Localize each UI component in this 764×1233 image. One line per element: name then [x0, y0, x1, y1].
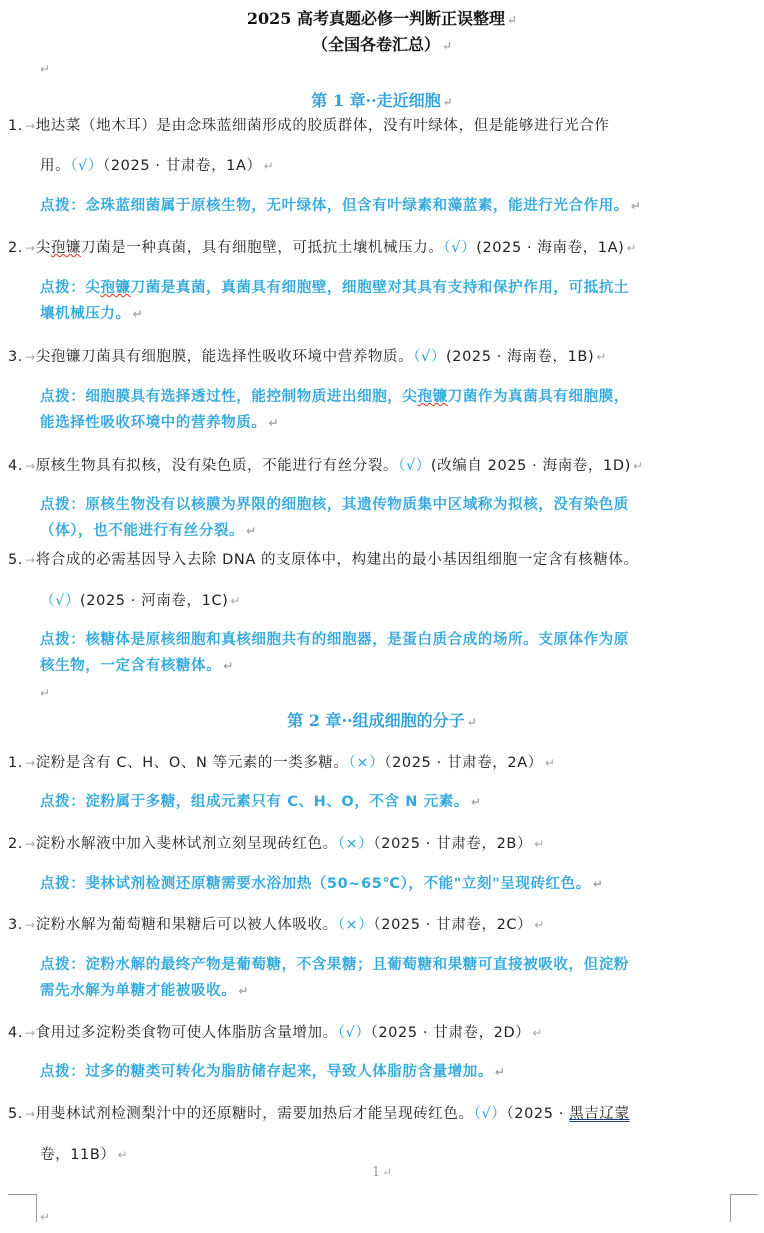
document-subtitle: （全国各卷汇总） ↵: [311, 35, 453, 54]
tip-c1-1: 点拨：念珠蓝细菌属于原核生物，无叶绿体，但含有叶绿素和藻蓝素，能进行光合作用。 ↵: [40, 198, 642, 214]
chapter-2-heading: 第 2 章··组成细胞的分子 ↵: [287, 711, 477, 730]
tip-c2-3-cont: 需先水解为单糖才能被吸收。 ↵: [40, 983, 249, 999]
paragraph-mark: ↵: [40, 1210, 51, 1224]
tip-c1-4-cont: （体），也不能进行有丝分裂。 ↵: [40, 523, 257, 539]
tip-c1-3-cont: 能选择性吸收环境中的营养物质。 ↵: [40, 415, 280, 431]
question-c2-1: 1. →淀粉是含有 C、H、O、N 等元素的一类多糖。（×）（2025 · 甘肃卷，2A） ↵: [8, 755, 556, 771]
answer-mark: （√）: [443, 240, 477, 256]
tip-c2-3: 点拨：淀粉水解的最终产物是葡萄糖，不含果糖；且葡萄糖和果糖可直接被吸收，但淀粉: [40, 957, 629, 973]
question-c1-2: 2. →尖孢镰刀菌是一种真菌，具有细胞壁，可抵抗土壤机械压力。（√）(2025 · 海南卷，1A) ↵: [8, 240, 638, 256]
answer-mark: （√）: [337, 1025, 371, 1041]
answer-mark: （×）: [337, 917, 374, 933]
answer-mark: （√）: [70, 158, 103, 174]
question-c1-3: 3. →尖孢镰刀菌具有细胞膜，能选择性吸收环境中营养物质。（√）(2025 · 海南卷，1B) ↵: [8, 349, 607, 365]
answer-mark: （√）: [473, 1106, 507, 1122]
question-c1-1-cont: 用。（√）（2025 · 甘肃卷，1A） ↵: [40, 158, 275, 174]
tip-c1-2-cont: 壤机械压力。 ↵: [40, 306, 144, 322]
question-c2-3: 3. →淀粉水解为葡萄糖和果糖后可以被人体吸收。（×）（2025 · 甘肃卷，2C） ↵: [8, 917, 545, 933]
page-corner-mark-right: [730, 1194, 758, 1195]
question-c1-5-cont: （√）(2025 · 河南卷，1C) ↵: [40, 593, 242, 609]
page-corner-mark-left-vertical: [36, 1194, 37, 1222]
question-c2-5: 5. →用斐林试剂检测梨汁中的还原糖时，需要加热后才能呈现砖红色。（√）（2025 · 黑吉辽蒙: [8, 1106, 630, 1122]
answer-mark: （×）: [337, 836, 374, 852]
paragraph-mark: ↵: [40, 62, 51, 76]
tip-c1-5: 点拨：核糖体是原核细胞和真核细胞共有的细胞器，是蛋白质合成的场所。支原体作为原: [40, 632, 629, 648]
question-c1-1: 1. →地达菜（地木耳）是由念珠蓝细菌形成的胶质群体，没有叶绿体，但是能够进行光合作: [8, 118, 610, 134]
tip-c2-2: 点拨：斐林试剂检测还原糖需要水浴加热（50~65℃），不能"立刻"呈现砖红色。 ↵: [40, 876, 604, 892]
tip-c1-5-cont: 核生物，一定含有核糖体。 ↵: [40, 658, 234, 674]
page-corner-mark-right-vertical: [730, 1194, 731, 1222]
tip-c1-4: 点拨：原核生物没有以核膜为界限的细胞核，其遗传物质集中区域称为拟核，没有染色质: [40, 497, 629, 513]
tip-c2-4: 点拨：过多的糖类可转化为脂肪储存起来，导致人体脂肪含量增加。 ↵: [40, 1064, 506, 1080]
tip-c1-3: 点拨：细胞膜具有选择透过性，能控制物质进出细胞，尖孢镰刀菌作为真菌具有细胞膜，: [40, 389, 629, 405]
question-c1-5: 5. →将合成的必需基因导入去除 DNA 的支原体中，构建出的最小基因组细胞一定含有核糖体。: [8, 552, 639, 568]
page-number: 1 ↵: [371, 1165, 393, 1180]
question-c1-4: 4. →原核生物具有拟核，没有染色质，不能进行有丝分裂。（√）(改编自 2025 · 海南卷，1D) ↵: [8, 458, 644, 474]
document-title: 2025 高考真题必修一判断正误整理 ↵: [246, 9, 518, 28]
source-province-link: 黑吉辽蒙: [569, 1106, 630, 1122]
answer-mark: （√）: [40, 593, 81, 609]
answer-mark: （×）: [348, 755, 385, 771]
chapter-1-heading: 第 1 章··走近细胞 ↵: [311, 91, 453, 110]
question-c2-2: 2. →淀粉水解液中加入斐林试剂立刻呈现砖红色。（×）（2025 · 甘肃卷，2B） ↵: [8, 836, 545, 852]
question-c2-4: 4. →食用过多淀粉类食物可使人体脂肪含量增加。（√）（2025 · 甘肃卷，2D） ↵: [8, 1025, 544, 1041]
question-c2-5-cont: 卷，11B） ↵: [40, 1147, 129, 1163]
tip-c2-1: 点拨：淀粉属于多糖，组成元素只有 C、H、O，不含 N 元素。 ↵: [40, 794, 482, 810]
answer-mark: （√）: [398, 458, 431, 474]
tip-c1-2: 点拨：尖孢镰刀菌是真菌，真菌具有细胞壁，细胞壁对其具有支持和保护作用，可抵抗土: [40, 280, 629, 296]
paragraph-mark: ↵: [40, 686, 51, 700]
page-corner-mark-left: [8, 1194, 36, 1195]
answer-mark: （√）: [413, 349, 446, 365]
